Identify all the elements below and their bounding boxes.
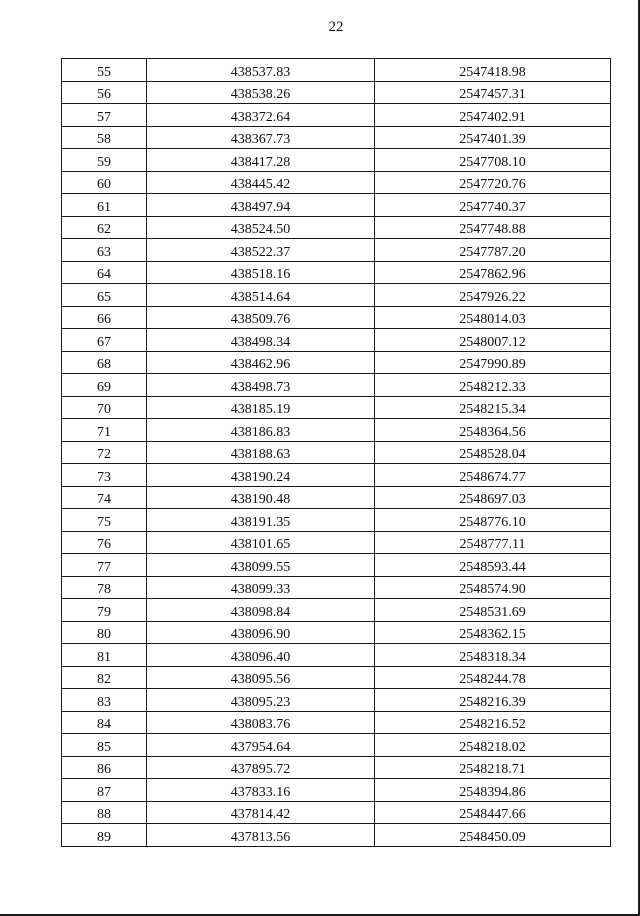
x-coordinate-cell: 438101.65 bbox=[147, 531, 375, 554]
point-number-cell: 87 bbox=[62, 779, 147, 802]
y-coordinate-cell: 2547402.91 bbox=[375, 104, 611, 127]
table-row bbox=[62, 149, 611, 172]
y-coordinate-cell: 2548216.52 bbox=[375, 711, 611, 734]
table-row bbox=[62, 351, 611, 374]
x-coordinate-cell: 438417.28 bbox=[147, 149, 375, 172]
y-coordinate-cell: 2548364.56 bbox=[375, 419, 611, 442]
x-coordinate-cell: 438518.16 bbox=[147, 261, 375, 284]
x-coordinate-cell: 438099.55 bbox=[147, 554, 375, 577]
x-coordinate-cell: 438537.83 bbox=[147, 59, 375, 82]
point-number-cell: 59 bbox=[62, 149, 147, 172]
y-coordinate-cell: 2548215.34 bbox=[375, 396, 611, 419]
point-number-cell: 89 bbox=[62, 824, 147, 847]
x-coordinate-cell: 438514.64 bbox=[147, 284, 375, 307]
x-coordinate-cell: 438096.90 bbox=[147, 621, 375, 644]
y-coordinate-cell: 2547862.96 bbox=[375, 261, 611, 284]
x-coordinate-cell: 438367.73 bbox=[147, 126, 375, 149]
page-number: 22 bbox=[328, 19, 344, 35]
y-coordinate-cell: 2548216.39 bbox=[375, 689, 611, 712]
point-number-cell: 66 bbox=[62, 306, 147, 329]
table-row bbox=[62, 644, 611, 667]
x-coordinate-cell: 438190.24 bbox=[147, 464, 375, 487]
x-coordinate-cell: 438445.42 bbox=[147, 171, 375, 194]
table-row bbox=[62, 329, 611, 352]
table-row bbox=[62, 734, 611, 757]
x-coordinate-cell: 438524.50 bbox=[147, 216, 375, 239]
x-coordinate-cell: 438191.35 bbox=[147, 509, 375, 532]
y-coordinate-cell: 2547740.37 bbox=[375, 194, 611, 217]
x-coordinate-cell: 438538.26 bbox=[147, 81, 375, 104]
point-number-cell: 71 bbox=[62, 419, 147, 442]
table-row bbox=[62, 419, 611, 442]
table-row bbox=[62, 824, 611, 847]
point-number-cell: 85 bbox=[62, 734, 147, 757]
table-row bbox=[62, 284, 611, 307]
y-coordinate-cell: 2548593.44 bbox=[375, 554, 611, 577]
x-coordinate-cell: 438498.34 bbox=[147, 329, 375, 352]
point-number-cell: 60 bbox=[62, 171, 147, 194]
table-row bbox=[62, 509, 611, 532]
table-row bbox=[62, 306, 611, 329]
point-number-cell: 64 bbox=[62, 261, 147, 284]
point-number-cell: 78 bbox=[62, 576, 147, 599]
table-row bbox=[62, 441, 611, 464]
y-coordinate-cell: 2548450.09 bbox=[375, 824, 611, 847]
y-coordinate-cell: 2548674.77 bbox=[375, 464, 611, 487]
point-number-cell: 69 bbox=[62, 374, 147, 397]
y-coordinate-cell: 2548362.15 bbox=[375, 621, 611, 644]
table-row bbox=[62, 779, 611, 802]
point-number-cell: 73 bbox=[62, 464, 147, 487]
point-number-cell: 75 bbox=[62, 509, 147, 532]
point-number-cell: 74 bbox=[62, 486, 147, 509]
table-row bbox=[62, 104, 611, 127]
y-coordinate-cell: 2548777.11 bbox=[375, 531, 611, 554]
y-coordinate-cell: 2548531.69 bbox=[375, 599, 611, 622]
table-row bbox=[62, 554, 611, 577]
y-coordinate-cell: 2548447.66 bbox=[375, 801, 611, 824]
point-number-cell: 83 bbox=[62, 689, 147, 712]
x-coordinate-cell: 438095.23 bbox=[147, 689, 375, 712]
table-row bbox=[62, 396, 611, 419]
point-number-cell: 68 bbox=[62, 351, 147, 374]
x-coordinate-cell: 438462.96 bbox=[147, 351, 375, 374]
x-coordinate-cell: 437814.42 bbox=[147, 801, 375, 824]
point-number-cell: 88 bbox=[62, 801, 147, 824]
y-coordinate-cell: 2548394.86 bbox=[375, 779, 611, 802]
x-coordinate-cell: 438498.73 bbox=[147, 374, 375, 397]
y-coordinate-cell: 2548776.10 bbox=[375, 509, 611, 532]
x-coordinate-cell: 438372.64 bbox=[147, 104, 375, 127]
table-row bbox=[62, 194, 611, 217]
coordinates-table bbox=[61, 58, 611, 847]
point-number-cell: 86 bbox=[62, 756, 147, 779]
point-number-cell: 79 bbox=[62, 599, 147, 622]
x-coordinate-cell: 438188.63 bbox=[147, 441, 375, 464]
x-coordinate-cell: 438190.48 bbox=[147, 486, 375, 509]
table-row bbox=[62, 216, 611, 239]
point-number-cell: 62 bbox=[62, 216, 147, 239]
y-coordinate-cell: 2547926.22 bbox=[375, 284, 611, 307]
y-coordinate-cell: 2547748.88 bbox=[375, 216, 611, 239]
x-coordinate-cell: 437895.72 bbox=[147, 756, 375, 779]
y-coordinate-cell: 2547720.76 bbox=[375, 171, 611, 194]
point-number-cell: 61 bbox=[62, 194, 147, 217]
y-coordinate-cell: 2548218.02 bbox=[375, 734, 611, 757]
point-number-cell: 57 bbox=[62, 104, 147, 127]
table-row bbox=[62, 801, 611, 824]
point-number-cell: 77 bbox=[62, 554, 147, 577]
table-row bbox=[62, 239, 611, 262]
x-coordinate-cell: 437813.56 bbox=[147, 824, 375, 847]
y-coordinate-cell: 2548014.03 bbox=[375, 306, 611, 329]
point-number-cell: 84 bbox=[62, 711, 147, 734]
table-row bbox=[62, 126, 611, 149]
x-coordinate-cell: 438186.83 bbox=[147, 419, 375, 442]
table-row bbox=[62, 171, 611, 194]
table-row bbox=[62, 621, 611, 644]
y-coordinate-cell: 2548574.90 bbox=[375, 576, 611, 599]
table-row bbox=[62, 59, 611, 82]
y-coordinate-cell: 2548244.78 bbox=[375, 666, 611, 689]
table-row bbox=[62, 576, 611, 599]
point-number-cell: 76 bbox=[62, 531, 147, 554]
y-coordinate-cell: 2547708.10 bbox=[375, 149, 611, 172]
point-number-cell: 55 bbox=[62, 59, 147, 82]
x-coordinate-cell: 438083.76 bbox=[147, 711, 375, 734]
x-coordinate-cell: 438099.33 bbox=[147, 576, 375, 599]
table-row bbox=[62, 261, 611, 284]
x-coordinate-cell: 438095.56 bbox=[147, 666, 375, 689]
table-row bbox=[62, 756, 611, 779]
table-row bbox=[62, 711, 611, 734]
y-coordinate-cell: 2548697.03 bbox=[375, 486, 611, 509]
x-coordinate-cell: 437954.64 bbox=[147, 734, 375, 757]
table-row bbox=[62, 81, 611, 104]
y-coordinate-cell: 2548318.34 bbox=[375, 644, 611, 667]
x-coordinate-cell: 438497.94 bbox=[147, 194, 375, 217]
point-number-cell: 63 bbox=[62, 239, 147, 262]
y-coordinate-cell: 2547401.39 bbox=[375, 126, 611, 149]
x-coordinate-cell: 438522.37 bbox=[147, 239, 375, 262]
point-number-cell: 70 bbox=[62, 396, 147, 419]
point-number-cell: 58 bbox=[62, 126, 147, 149]
coordinates-table-body bbox=[62, 59, 611, 847]
point-number-cell: 80 bbox=[62, 621, 147, 644]
y-coordinate-cell: 2548007.12 bbox=[375, 329, 611, 352]
y-coordinate-cell: 2548212.33 bbox=[375, 374, 611, 397]
y-coordinate-cell: 2548218.71 bbox=[375, 756, 611, 779]
table-row bbox=[62, 666, 611, 689]
y-coordinate-cell: 2547418.98 bbox=[375, 59, 611, 82]
point-number-cell: 67 bbox=[62, 329, 147, 352]
y-coordinate-cell: 2547787.20 bbox=[375, 239, 611, 262]
table-row bbox=[62, 689, 611, 712]
x-coordinate-cell: 438096.40 bbox=[147, 644, 375, 667]
x-coordinate-cell: 438509.76 bbox=[147, 306, 375, 329]
table-row bbox=[62, 464, 611, 487]
y-coordinate-cell: 2547457.31 bbox=[375, 81, 611, 104]
point-number-cell: 56 bbox=[62, 81, 147, 104]
x-coordinate-cell: 438098.84 bbox=[147, 599, 375, 622]
table-row bbox=[62, 374, 611, 397]
point-number-cell: 82 bbox=[62, 666, 147, 689]
point-number-cell: 65 bbox=[62, 284, 147, 307]
x-coordinate-cell: 437833.16 bbox=[147, 779, 375, 802]
y-coordinate-cell: 2548528.04 bbox=[375, 441, 611, 464]
table-row bbox=[62, 486, 611, 509]
y-coordinate-cell: 2547990.89 bbox=[375, 351, 611, 374]
table-row bbox=[62, 531, 611, 554]
point-number-cell: 81 bbox=[62, 644, 147, 667]
point-number-cell: 72 bbox=[62, 441, 147, 464]
table-row bbox=[62, 599, 611, 622]
x-coordinate-cell: 438185.19 bbox=[147, 396, 375, 419]
